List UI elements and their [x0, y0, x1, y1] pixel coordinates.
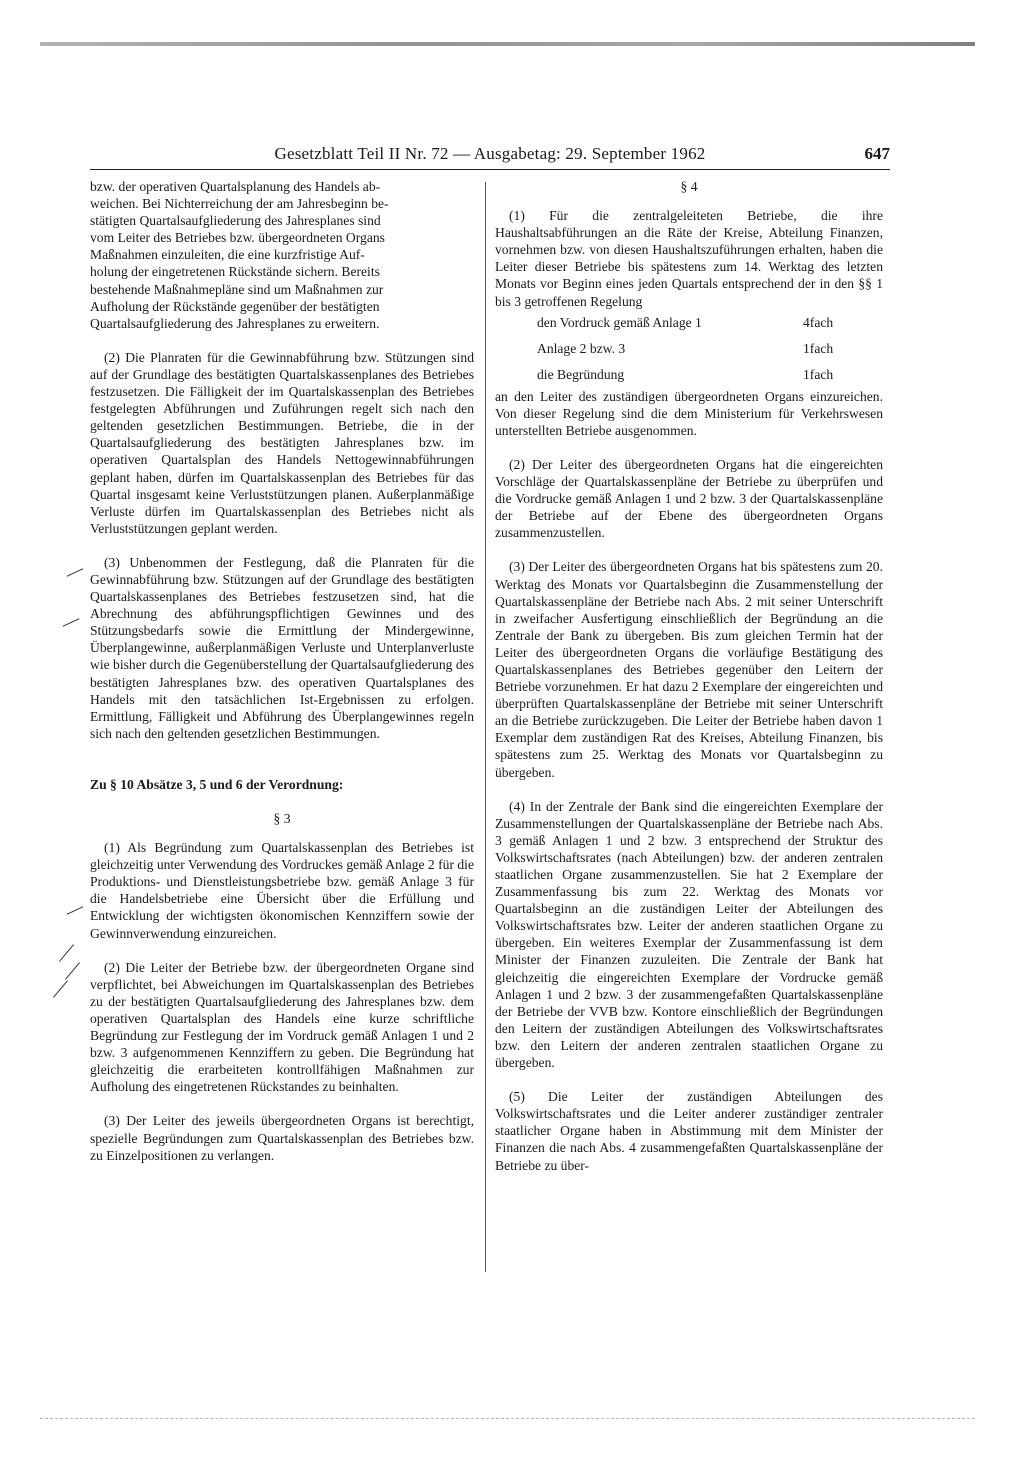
section-3-title: § 3	[273, 811, 291, 826]
text-line: stätigten Quartalsaufgliederung des Jahresplanes sind	[90, 213, 381, 229]
attachment-count: 4fach	[803, 314, 834, 330]
text-line: bzw. der operativen Quartalsplanung des Handels ab-	[90, 179, 381, 194]
text-line: vom Leiter des Betriebes bzw. übergeordneten Organs	[90, 230, 385, 246]
attachment-count: 1fach	[803, 366, 834, 382]
attachment-label: die Begründung	[537, 366, 625, 382]
text-line: Maßnahmen einzuleiten, die eine kurzfristige Auf-	[90, 247, 365, 263]
margin-mark	[67, 906, 84, 915]
section-3-paragraph-1: (1) Als Begründung zum Quartalskassenplan des Betriebes ist gleichzeitig unter Verwendung des Vordruckes gemäß Anlage 2 für die Produktions- und Dienstleistungsbetriebe bzw. gemäß Anlage 3 für die Handelsbetriebe eine Übersicht über die Erfüllung und Entwicklung der wichtigsten ökonomischen Kennziffern sowie der Gewinnverwendung einzureichen.	[90, 840, 474, 941]
attachment-list	[537, 310, 883, 388]
right-column	[495, 178, 883, 1174]
left-column	[90, 178, 474, 1164]
margin-slash	[65, 962, 80, 979]
margin-slash	[53, 980, 68, 997]
margin-mark	[63, 618, 80, 627]
header-rule	[90, 169, 890, 170]
gazette-title: Gesetzblatt Teil II Nr. 72 — Ausgabetag: 29. September 1962	[274, 144, 706, 163]
margin-mark	[67, 568, 84, 577]
section-4-title: § 4	[680, 179, 698, 194]
section-4-paragraph-1-continued: an den Leiter des zuständigen übergeordneten Organs einzureichen. Von dieser Regelung sind die dem Ministerium für Verkehrswesen unterstellten Betriebe ausgenommen.	[495, 388, 883, 438]
text-line: Quartalsaufgliederung des Jahresplanes zu erweitern.	[90, 315, 380, 331]
section-3-paragraph-3: (3) Der Leiter des jeweils übergeordneten Organs ist berechtigt, spezielle Begründungen zum Quartalskassenplan des Betriebes bzw. zu Einzelpositionen zu verlangen.	[90, 1113, 474, 1163]
page-header	[90, 140, 890, 170]
section-4-paragraph-5: (5) Die Leiter der zuständigen Abteilungen des Volkswirtschaftsrates und die Leiter anderer zuständiger zentraler staatlicher Organe haben in Abstimmung mit dem Minister der Finanzen die nach Abs. 4 zusammengefaßten Quartalskassenpläne der Betriebe zu über-	[495, 1089, 883, 1173]
paragraph-3: (3) Unbenommen der Festlegung, daß die Planraten für die Gewinnabführung bzw. Stützungen auf der Grundlage des bestätigten Quartalskassenplanes des Betriebes festzusetzen sind, hat die Abrechnung des abführungspflichtigen Gewinnes und des Stützungsbedarfs sowie die Ermittlung der Mindergewinne, Überplangewinne, außerplanmäßigen Verluste und Unterplanverluste wie bisher durch die Gegenüberstellung der Quartalsaufgliederung des bestätigten Jahresplanes bzw. des operativen Quartalsplanes des Handels mit den tatsächlichen Ist-Ergebnissen zu erfolgen. Ermittlung, Fälligkeit und Abführung des Überplangewinnes regeln sich nach den geltenden gesetzlichen Bestimmungen.	[90, 554, 474, 741]
text-line: Aufholung der Rückstände gegenüber der bestätigten	[90, 298, 380, 314]
attachment-row	[537, 336, 883, 362]
text-line: holung der eingetretenen Rückstände sichern. Bereits	[90, 264, 380, 280]
section-4-paragraph-1: (1) Für die zentralgeleiteten Betriebe, die ihre Haushaltsabführungen an die Räte der Kreise, Abteilung Finanzen, vornehmen bzw. von diesen Haushaltszuführungen erhalten, haben die Leiter dieser Betriebe bis spätestens zum 14. Werktag des letzten Monats vor Beginn eines jeden Quartals entsprechend der in den §§ 1 bis 3 getroffenen Regelung	[495, 208, 883, 309]
attachment-count: 1fach	[803, 340, 834, 356]
section-4-paragraph-4: (4) In der Zentrale der Bank sind die eingereichten Exemplare der Zusammenstellungen der Quartalskassenpläne der Betriebe nach Abs. 3 gemäß Anlagen 1 und 2 bzw. 3 entsprechend der Struktur des Volkswirtschaftsrates (nach Abteilungen) bzw. der anderen zentralen staatlichen Organe zusammenzustellen. Sie hat 2 Exemplare der Zusammenfassung bis zum 22. Werktag des Monats vor Quartalsbeginn an die zuständigen Leiter der Abteilungen des Volkswirtschaftsrates bzw. Leiter der anderen staatlichen Organe zu übergeben. Ein weiteres Exemplar der Zusammenfassung ist dem Minister der Finanzen zuzuleiten. Die Zentrale der Bank hat gleichzeitig die eingereichten Exemplare der Vordrucke gemäß Anlagen 1 und 2 bzw. 3 der zusammengefaßten Quartalskassenpläne der Betriebe der VVB bzw. Kontore einschließlich der Begründungen den Leitern der zuständigen Abteilungen des Volkswirtschaftsrates bzw. den Leitern der anderen zentralen staatlichen Organe zu übergeben.	[495, 798, 883, 1071]
column-divider	[485, 182, 486, 1272]
section-heading: Zu § 10 Absätze 3, 5 und 6 der Verordnung:	[90, 776, 344, 792]
page-number: 647	[864, 144, 890, 163]
attachment-label: den Vordruck gemäß Anlage 1	[537, 314, 702, 330]
paragraph-2: (2) Die Planraten für die Gewinnabführung bzw. Stützungen sind auf der Grundlage des bestätigten Quartalskassenplanes des Betriebes festzusetzen. Die Fälligkeit der im Quartalskassenplan des Betriebes festgelegten Abführungen und Zuführungen regelt sich nach den geltenden gesetzlichen Bestimmungen. Betriebe, die in der Quartalsaufgliederung des bestätigten Jahresplanes bzw. im operativen Quartalsplan des Handels Nettogewinnabführungen geplant haben, dürfen im Quartalskassenplan des Betriebes für das Quartal insgesamt keine Verluststützungen planen. Außerplanmäßige Verluste dürfen im Quartalskassenplan des Betriebes nicht als Verluststützungen geplant werden.	[90, 349, 474, 536]
margin-slash	[59, 944, 74, 961]
section-3-paragraph-2: (2) Die Leiter der Betriebe bzw. der übergeordneten Organe sind verpflichtet, bei Abweichungen im Quartalskassenplan des Betriebes zu der bestätigten Quartalsaufgliederung des Jahresplanes bzw. dem operativen Quartalsplan des Handels eine kurze schriftliche Begründung zur Festlegung der im Vordruck gemäß Anlagen 1 und 2 bzw. 3 aufgenommenen Kennziffern zu geben. Die Begründung hat gleichzeitig die erarbeiteten kontrollfähigen Maßnahmen zur Aufholung des eingetretenen Rückstandes zu beinhalten.	[90, 959, 474, 1095]
scan-edge-bottom	[40, 1418, 975, 1420]
text-line: weichen. Bei Nichterreichung der am Jahresbeginn be-	[90, 196, 389, 212]
attachment-row	[537, 310, 883, 336]
scan-edge-top	[40, 42, 975, 46]
attachment-row	[537, 362, 883, 388]
paragraph-continuation	[90, 178, 474, 332]
section-4-paragraph-3: (3) Der Leiter des übergeordneten Organs hat bis spätestens zum 20. Werktag des Monats vor Quartalsbeginn die Zusammenstellung der Quartalskassenpläne der Betriebe nach Abs. 2 mit seiner Unterschrift in zweifacher Ausfertigung einschließlich der Begründung an die Zentrale der Bank zu übergeben. Bis zum gleichen Termin hat der Leiter des übergeordneten Organs die vorläufige Bestätigung des Quartalskassenplanes des Betriebes gegenüber den Leitern der Betriebe vorzunehmen. Er hat dazu 2 Exemplare der eingereichten und überprüften Quartalskassenpläne der Betriebe mit seiner Unterschrift an die Betriebe zurückzugeben. Die Leiter der Betriebe haben davon 1 Exemplar dem zuständigen Rat des Kreises, Abteilung Finanzen, bis spätestens zum 25. Werktag des Monats vor Quartalsbeginn zu übergeben.	[495, 559, 883, 780]
attachment-label: Anlage 2 bzw. 3	[537, 340, 626, 356]
text-line: bestehende Maßnahmepläne sind um Maßnahmen zur	[90, 281, 384, 297]
section-4-paragraph-2: (2) Der Leiter des übergeordneten Organs hat die eingereichten Vorschläge der Quartalskassenpläne der Betriebe zu überprüfen und die Vordrucke gemäß Anlagen 1 und 2 bzw. 3 der Quartalskassenpläne der Betriebe auf der Ebene des übergeordneten Organs zusammenzustellen.	[495, 456, 883, 541]
